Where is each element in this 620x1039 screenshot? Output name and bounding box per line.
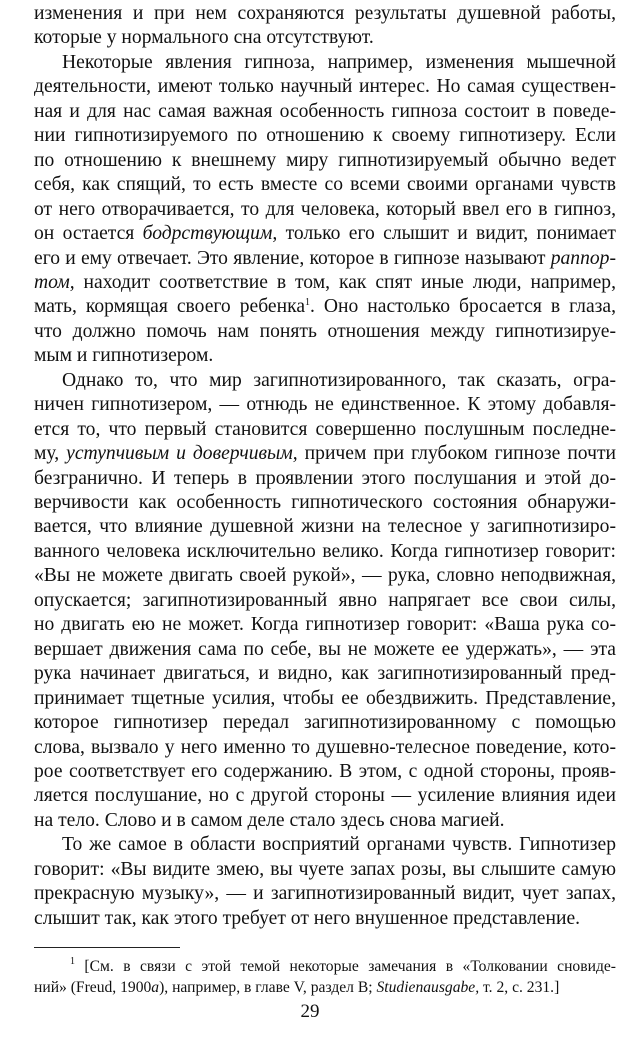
text-line: Однако то, что мир загипнотизированного, так сказать, огра-: [62, 369, 616, 391]
text-line: себя, как спящий, то есть вместе со всеми своими органами чувств: [34, 174, 616, 196]
footnote-separator: [34, 947, 180, 948]
text-line: ванного человека исключительно велико. Когда гипнотизер говорит:: [34, 540, 616, 562]
text-line: нии гипнотизируемого по отношению к своему гипнотизеру. Если: [34, 125, 616, 147]
text-line: изменения и при нем сохраняются результаты душевной работы,: [34, 3, 616, 24]
text-line: мать, кормящая своего ребенка$^1$. Оно настолько бросается в глаза,: [34, 296, 616, 318]
text-line: вается, что влияние душевной жизни на телесное у загипнотизиро-: [34, 516, 616, 538]
text-line: но двигать ею не может. Когда гипнотизер говорит: «Ваша рука со-: [34, 614, 616, 636]
text-line: опускается; загипнотизированный явно напрягает все свои силы,: [34, 589, 616, 611]
text-line: слышит так, как этого требует от него внушенное представление.: [34, 907, 581, 929]
text-line: му, уступчивым и доверчивым, причем при глубоком гипнозе почти: [34, 443, 616, 465]
text-line: он остается бодрствующим, только его слышит и видит, понимает: [34, 223, 616, 245]
text-line: ничен гипнотизером, — отнюдь не единственное. К этому добавля-: [34, 394, 616, 416]
text-line: безгранично. И теперь в проявлении этого послушания и этой до-: [34, 467, 616, 489]
text-line: ляется послушание, но с другой стороны — усиление влияния идеи: [34, 785, 616, 807]
text-line: рое соответствует его содержанию. В этом, с одной стороны, прояв-: [34, 760, 616, 782]
text-line: прекрасную музыку», — и загипнотизированный видит, чует запах,: [34, 883, 616, 905]
text-line: ется то, что первый становится совершенно послушным последне-: [34, 418, 616, 440]
text-line: его и ему отвечает. Это явление, которое в гипнозе называют раппор-: [34, 247, 616, 269]
text-line: То же самое в области восприятий органами чувств. Гипнотизер: [62, 834, 616, 856]
page-number: 29: [300, 1001, 320, 1022]
text-line: ная и для нас самая важная особенность гипноза состоит в поведе-: [34, 100, 616, 122]
text-line: мым и гипнотизером.: [34, 345, 214, 367]
text-line: вершает движения сама по себе, вы не можете ее удержать», — эта: [34, 638, 616, 660]
text-line: Некоторые явления гипноза, например, изменения мышечной: [62, 51, 616, 73]
text-line: говорит: «Вы видите змею, вы чуете запах розы, вы слышите самую: [34, 858, 616, 880]
text-line: «Вы не можете двигать своей рукой», — рука, словно неподвижная,: [34, 565, 616, 587]
text-line: принимает тщетные усилия, чтобы ее обездвижить. Представление,: [34, 687, 616, 709]
text-line: на тело. Слово и в самом деле стало здесь снова магией.: [34, 809, 505, 831]
text-line: по отношению к внешнему миру гипнотизируемый обычно ведет: [34, 149, 616, 171]
text-line: рука начинает двигаться, и видно, как загипнотизированный пред-: [34, 663, 616, 685]
text-line: от него отворачивается, то для человека, который ввел его в гипноз,: [34, 198, 616, 220]
text-line: которые у нормального сна отсутствуют.: [34, 27, 374, 49]
text-line: деятельности, имеют только научный интерес. Но самая существен-: [34, 76, 616, 98]
text-line: том, находит соответствие в том, как спят иные люди, например,: [34, 271, 616, 293]
text-line: верчивости как особенность гипнотического состояния обнаружи-: [34, 492, 616, 513]
footnote-line: $^1$ [См. в связи с этой темой некоторые замечания в «Толковании сновиде-: [70, 957, 616, 975]
footnote-line: ний» (Freud, 1900a), например, в главе V, раздел B; Studienausgabe, т. 2, с. 231.]: [34, 979, 560, 996]
text-line: что должно помочь нам понять отношения между гипнотизируе-: [34, 320, 616, 342]
text-line: слова, вызвало у него именно то душевно-телесное поведение, кото-: [34, 736, 616, 758]
text-line: которое гипнотизер передал загипнотизированному с помощью: [34, 712, 616, 734]
